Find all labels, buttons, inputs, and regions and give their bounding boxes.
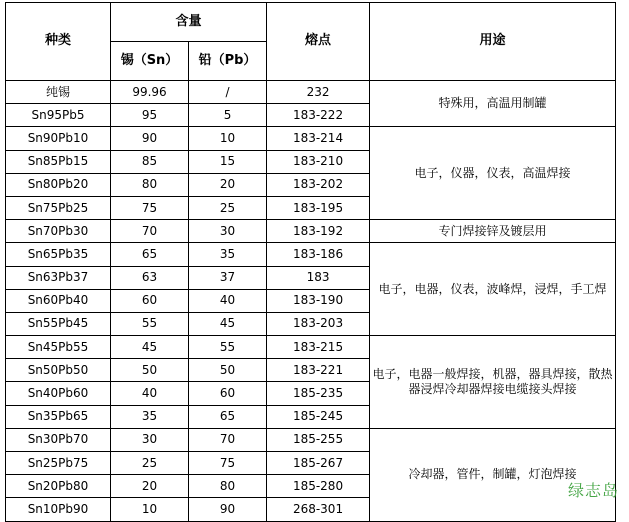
cell-sn: 75 [111, 196, 189, 219]
cell-pb: 25 [189, 196, 267, 219]
cell-pb: 55 [189, 336, 267, 359]
cell-sn: 99.96 [111, 81, 189, 104]
cell-kind: Sn95Pb5 [6, 104, 111, 127]
header-melting-point: 熔点 [267, 3, 370, 81]
cell-usage: 特殊用，高温用制罐 [370, 81, 616, 127]
cell-sn: 10 [111, 498, 189, 521]
cell-melting-point: 183-190 [267, 289, 370, 312]
cell-sn: 30 [111, 428, 189, 451]
cell-pb: 37 [189, 266, 267, 289]
cell-pb: 10 [189, 127, 267, 150]
cell-melting-point: 183-202 [267, 173, 370, 196]
header-sn: 锡（Sn） [111, 42, 189, 81]
cell-pb: 45 [189, 312, 267, 335]
cell-sn: 85 [111, 150, 189, 173]
cell-pb: 60 [189, 382, 267, 405]
header-row-top [6, 3, 616, 42]
cell-sn: 65 [111, 243, 189, 266]
cell-pb: 5 [189, 104, 267, 127]
cell-melting-point: 185-280 [267, 475, 370, 498]
cell-sn: 80 [111, 173, 189, 196]
cell-kind: Sn90Pb10 [6, 127, 111, 150]
cell-sn: 55 [111, 312, 189, 335]
cell-pb: 70 [189, 428, 267, 451]
cell-pb: 80 [189, 475, 267, 498]
cell-kind: Sn60Pb40 [6, 289, 111, 312]
table-body [6, 81, 616, 522]
table-header [6, 3, 616, 81]
cell-pb: 90 [189, 498, 267, 521]
alloy-table-container [5, 2, 615, 522]
cell-kind: Sn70Pb30 [6, 220, 111, 243]
cell-kind: Sn10Pb90 [6, 498, 111, 521]
header-content: 含量 [111, 3, 267, 42]
cell-sn: 25 [111, 452, 189, 475]
cell-usage: 电子，电器一般焊接，机器，器具焊接，散热器浸焊冷却器焊接电缆接头焊接 [370, 336, 616, 429]
cell-sn: 95 [111, 104, 189, 127]
cell-usage: 电子，仪器，仪表，高温焊接 [370, 127, 616, 220]
cell-melting-point: 185-245 [267, 405, 370, 428]
cell-kind: Sn30Pb70 [6, 428, 111, 451]
cell-kind: Sn40Pb60 [6, 382, 111, 405]
cell-sn: 70 [111, 220, 189, 243]
cell-pb: 20 [189, 173, 267, 196]
cell-pb: 65 [189, 405, 267, 428]
cell-sn: 90 [111, 127, 189, 150]
cell-melting-point: 183-186 [267, 243, 370, 266]
table-row [6, 220, 616, 243]
cell-pb: / [189, 81, 267, 104]
cell-pb: 30 [189, 220, 267, 243]
cell-melting-point: 268-301 [267, 498, 370, 521]
header-usage: 用途 [370, 3, 616, 81]
cell-kind: Sn85Pb15 [6, 150, 111, 173]
header-pb: 铅（Pb） [189, 42, 267, 81]
cell-kind: 纯锡 [6, 81, 111, 104]
cell-kind: Sn20Pb80 [6, 475, 111, 498]
cell-kind: Sn50Pb50 [6, 359, 111, 382]
cell-pb: 15 [189, 150, 267, 173]
cell-melting-point: 183-222 [267, 104, 370, 127]
cell-melting-point: 185-255 [267, 428, 370, 451]
cell-sn: 50 [111, 359, 189, 382]
cell-kind: Sn75Pb25 [6, 196, 111, 219]
cell-usage: 专门焊接锌及镀层用 [370, 220, 616, 243]
cell-melting-point: 185-267 [267, 452, 370, 475]
cell-kind: Sn25Pb75 [6, 452, 111, 475]
table-row [6, 81, 616, 104]
cell-sn: 40 [111, 382, 189, 405]
table-row [6, 336, 616, 359]
cell-sn: 45 [111, 336, 189, 359]
cell-usage: 电子，电器，仪表，波峰焊，浸焊，手工焊 [370, 243, 616, 336]
cell-kind: Sn55Pb45 [6, 312, 111, 335]
watermark: 绿志岛 [567, 481, 619, 500]
cell-melting-point: 183-210 [267, 150, 370, 173]
cell-sn: 63 [111, 266, 189, 289]
cell-sn: 20 [111, 475, 189, 498]
cell-sn: 35 [111, 405, 189, 428]
cell-melting-point: 183-203 [267, 312, 370, 335]
cell-melting-point: 183-221 [267, 359, 370, 382]
cell-melting-point: 232 [267, 81, 370, 104]
cell-melting-point: 183-215 [267, 336, 370, 359]
cell-pb: 75 [189, 452, 267, 475]
cell-melting-point: 183-214 [267, 127, 370, 150]
table-row [6, 127, 616, 150]
cell-pb: 50 [189, 359, 267, 382]
table-row [6, 243, 616, 266]
solder-alloy-table [5, 2, 616, 522]
table-row [6, 428, 616, 451]
cell-pb: 40 [189, 289, 267, 312]
cell-melting-point: 183-192 [267, 220, 370, 243]
cell-usage: 冷却器，管件，制罐，灯泡焊接 [370, 428, 616, 521]
cell-kind: Sn35Pb65 [6, 405, 111, 428]
cell-melting-point: 183-195 [267, 196, 370, 219]
cell-melting-point: 185-235 [267, 382, 370, 405]
cell-kind: Sn80Pb20 [6, 173, 111, 196]
cell-kind: Sn65Pb35 [6, 243, 111, 266]
cell-sn: 60 [111, 289, 189, 312]
cell-kind: Sn45Pb55 [6, 336, 111, 359]
cell-pb: 35 [189, 243, 267, 266]
cell-melting-point: 183 [267, 266, 370, 289]
header-kind: 种类 [6, 3, 111, 81]
cell-kind: Sn63Pb37 [6, 266, 111, 289]
